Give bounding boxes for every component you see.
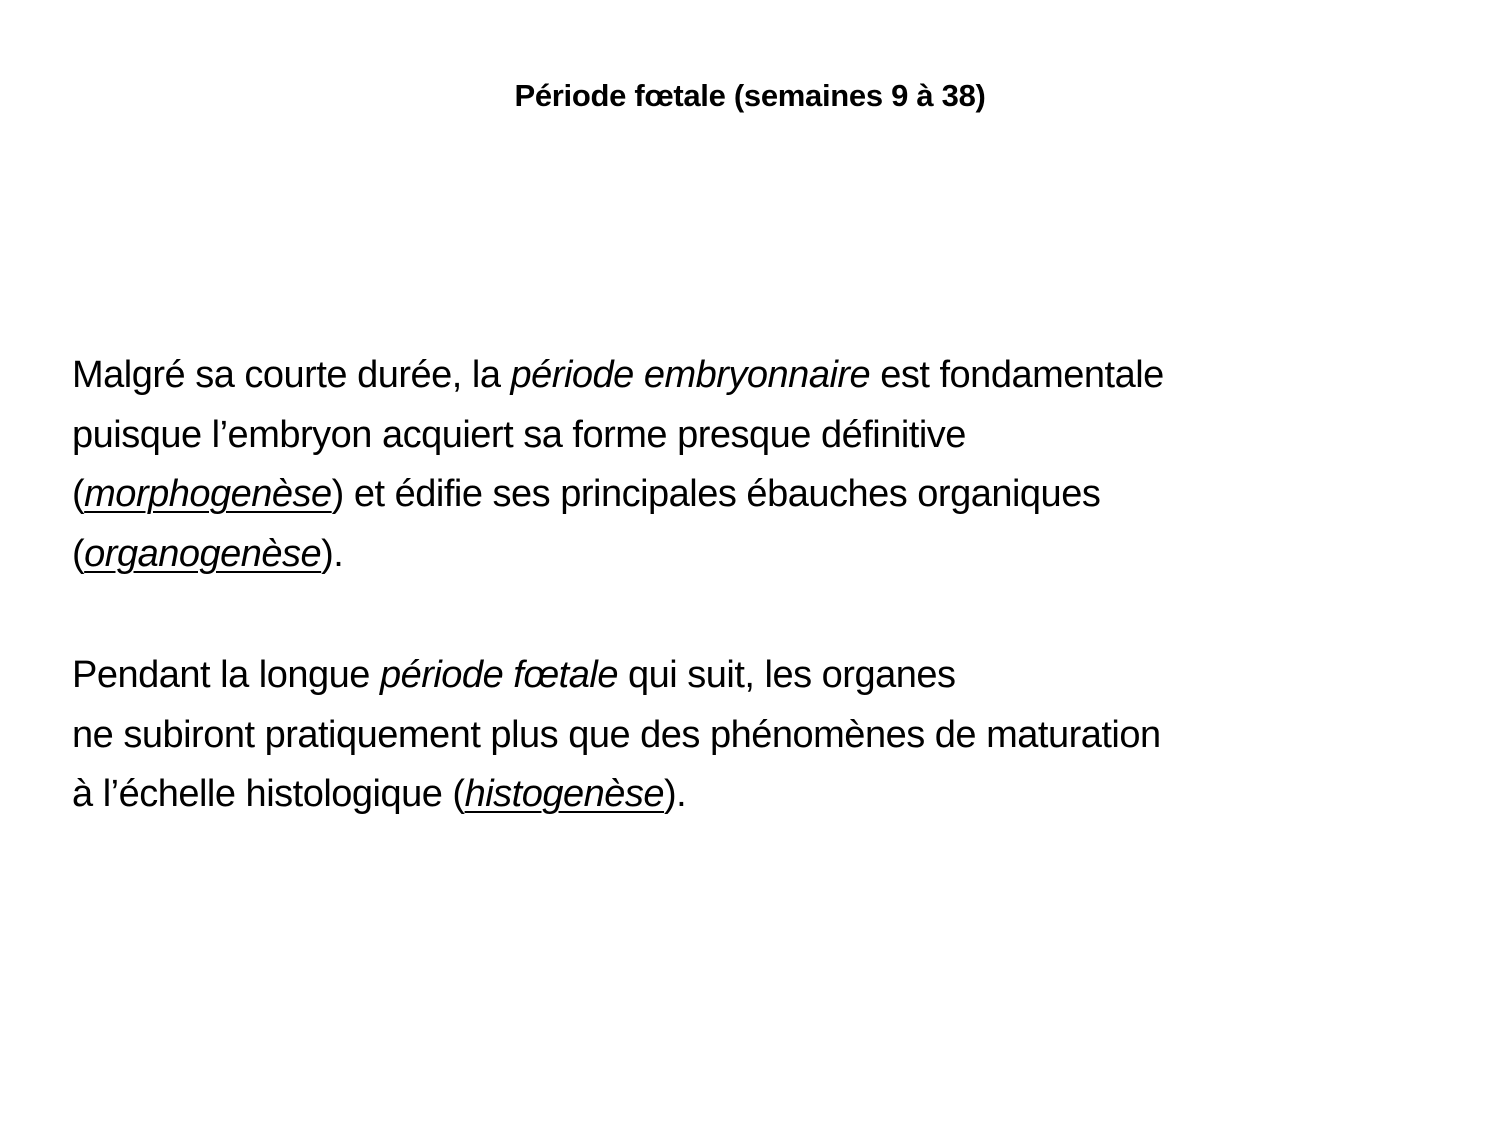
slide-title: Période fœtale (semaines 9 à 38) <box>514 78 986 113</box>
text-run: ) et édifie ses principales ébauches organiques <box>331 473 1101 515</box>
text-run: qui suit, les organes <box>617 654 956 696</box>
emphasis-term: période fœtale <box>379 654 618 696</box>
text-line <box>72 346 1472 406</box>
key-term-histogenese: histogenèse <box>464 773 665 815</box>
text-line <box>72 525 1472 585</box>
text-line <box>72 406 1472 466</box>
paragraph-embryonic-period <box>72 346 1472 584</box>
text-run: ( <box>72 532 85 575</box>
text-line <box>72 646 1472 706</box>
key-term-morphogenese: morphogenèse <box>84 473 332 515</box>
emphasis-term: période embryonnaire <box>510 354 871 396</box>
text-line <box>72 706 1472 766</box>
text-line <box>72 765 1472 825</box>
key-term-organogenese: organogenèse <box>84 532 322 575</box>
text-run: ( <box>72 473 85 515</box>
text-run: puisque l’embryon acquiert sa forme presque définitive <box>72 413 966 456</box>
paragraph-fetal-period <box>72 646 1472 825</box>
text-line <box>72 465 1472 525</box>
text-run: ). <box>321 532 344 575</box>
text-run: Malgré sa courte durée, la <box>72 354 511 396</box>
text-run: ). <box>664 773 687 815</box>
text-run: à l’échelle histologique ( <box>72 773 465 815</box>
text-run: ne subiront pratiquement plus que des phénomènes de maturation <box>72 713 1161 756</box>
text-run: est fondamentale <box>870 354 1164 396</box>
text-run: Pendant la longue <box>72 654 380 696</box>
